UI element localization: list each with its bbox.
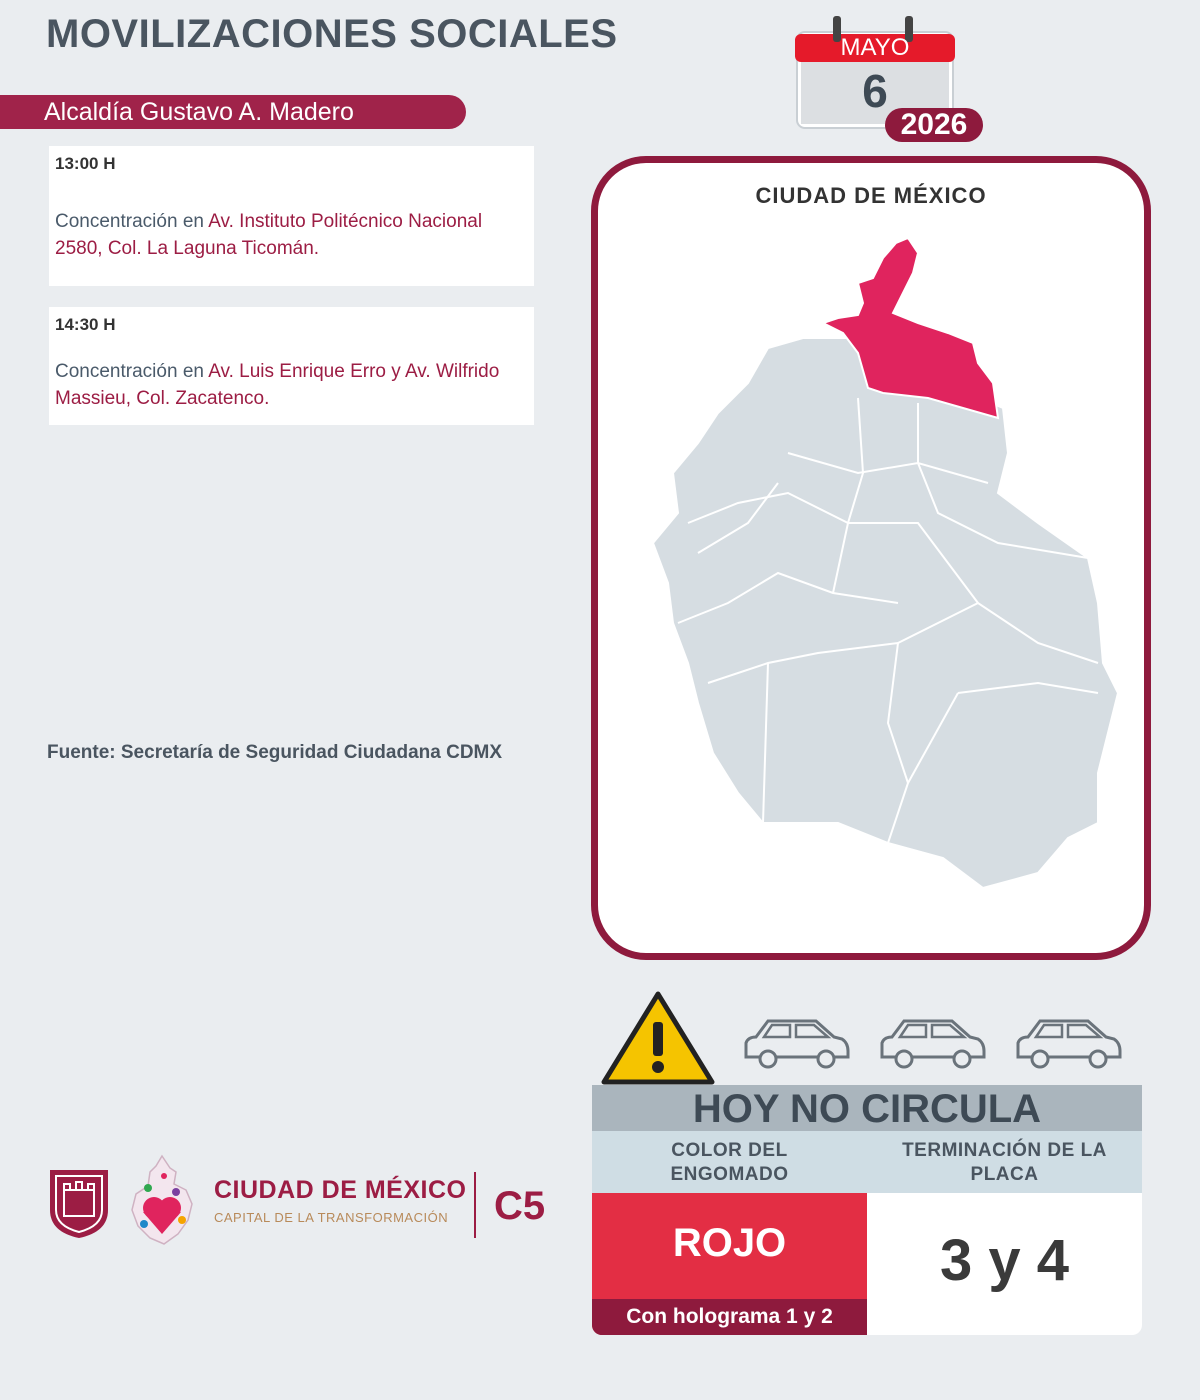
calendar-day: 6 [862, 65, 888, 117]
event-type: Concentración [55, 211, 178, 232]
page-title: MOVILIZACIONES SOCIALES [46, 12, 618, 56]
plate-ending-cell [867, 1193, 1142, 1335]
hologram-note: Con holograma 1 y 2 [592, 1299, 867, 1335]
event-card [49, 146, 534, 286]
date-calendar [793, 16, 985, 146]
logo-divider [474, 1172, 476, 1238]
c5-logo: C5 [494, 1184, 546, 1228]
source-note: Fuente: Secretaría de Seguridad Ciudadana CDMX [47, 742, 503, 763]
event-connector: en [182, 211, 204, 232]
vehicle-icons-row [600, 990, 1140, 1085]
footer-logos [46, 1150, 556, 1250]
sticker-color-cell [592, 1193, 867, 1335]
event-card [49, 307, 534, 425]
cdmx-base-shape [653, 338, 1118, 888]
district-banner [0, 95, 466, 129]
map-title: CIUDAD DE MÉXICO [755, 183, 987, 208]
color-label: COLOR DEL ENGOMADO [670, 1140, 789, 1185]
car-icon [1012, 1015, 1124, 1075]
hoy-no-circula-subheader [592, 1131, 1142, 1193]
hoy-no-circula-panel [592, 1085, 1142, 1335]
district-label: Alcaldía Gustavo A. Madero [44, 98, 354, 126]
plate-label: TERMINACIÓN DE LA PLACA [902, 1140, 1107, 1185]
warning-icon [600, 990, 716, 1085]
event-time: 14:30 H [55, 315, 116, 334]
event-location: Av. Instituto Politécnico Nacional 2580, Col. La Laguna Ticomán. [55, 211, 483, 259]
event-time: 13:00 H [55, 154, 116, 173]
event-description [55, 358, 524, 412]
city-name-logo-text: CIUDAD DE MÉXICO [214, 1176, 467, 1204]
map-panel [591, 156, 1151, 960]
calendar-year: 2026 [900, 108, 968, 141]
cdmx-map [618, 223, 1128, 903]
car-icon [740, 1015, 852, 1075]
event-location: Av. Luis Enrique Erro y Av. Wilfrido Massieu, Col. Zacatenco. [55, 361, 500, 409]
event-type: Concentración [55, 361, 178, 382]
event-description [55, 208, 524, 262]
hoy-no-circula-title: HOY NO CIRCULA [592, 1085, 1142, 1131]
car-icon [876, 1015, 988, 1075]
city-tagline: CAPITAL DE LA TRANSFORMACIÓN [214, 1210, 449, 1225]
calendar-month: MAYO [840, 34, 910, 61]
sticker-color-value: ROJO [672, 1221, 787, 1265]
cdmx-heart-logo [126, 1152, 198, 1248]
cdmx-shield-logo [46, 1166, 112, 1240]
event-connector: en [182, 361, 204, 382]
plate-ending-value: 3 y 4 [940, 1228, 1069, 1293]
